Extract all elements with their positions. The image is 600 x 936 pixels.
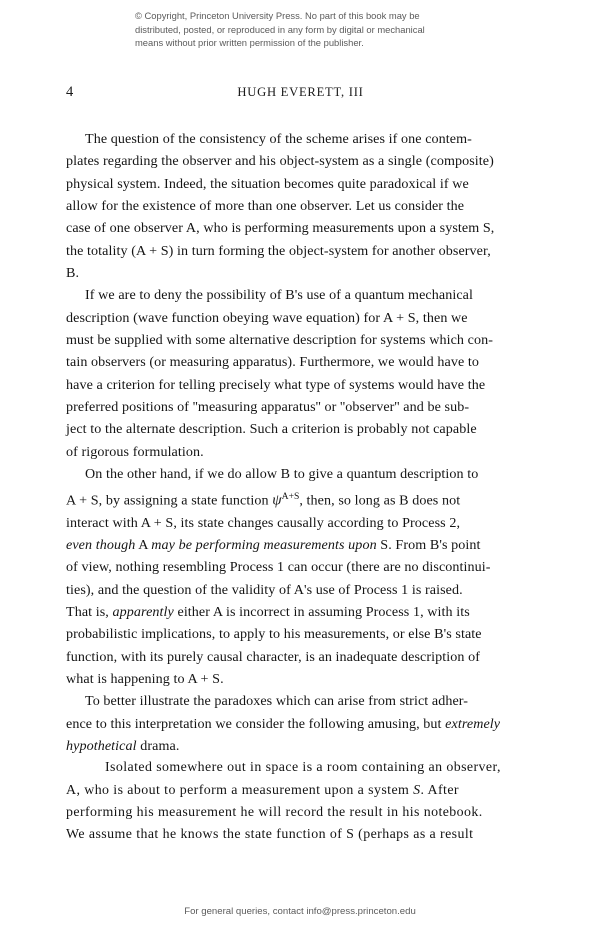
text-line: have a criterion for telling precisely what type of systems would have the [66, 376, 486, 393]
text-line: even though A may be performing measurements upon S. From B's point [66, 536, 481, 553]
text-line: A, who is about to perform a measurement upon a system S. After [66, 782, 459, 798]
text-line: tain observers (or measuring apparatus). Furthermore, we would have to [66, 354, 480, 371]
text-line: hypothetical drama. [66, 737, 180, 754]
para-consistency [66, 128, 536, 284]
para-better-illustrate [66, 690, 536, 757]
text-line: That is, apparently either A is incorrect in assuming Process 1, with its [66, 603, 470, 620]
text-line: B. [66, 265, 80, 282]
text-line: probabilistic implications, to apply to his measurements, or else B's state [66, 626, 482, 643]
text-line: function, with its purely causal character, is an inadequate description of [66, 648, 481, 665]
text-line: ties), and the question of the validity of A's use of Process 1 is raised. [66, 581, 463, 598]
page-number: 4 [66, 84, 74, 100]
text-line: the totality (A + S) in turn forming the object-system for another observer, [66, 242, 491, 259]
text-line: A + S, by assigning a state function $\psi^{A+S}$, then, so long as B does not [66, 490, 461, 509]
text-line: ject to the alternate description. Such a criterion is probably not capable [66, 421, 477, 438]
text-line: plates regarding the observer and his object-system as a single (composite) [66, 153, 494, 170]
text-line: The question of the consistency of the scheme arises if one contem- [85, 131, 472, 147]
para-other-hand [66, 463, 536, 690]
copyright-line: distributed, posted, or reproduced in any form by digital or mechanical [135, 23, 425, 35]
copyright-line: © Copyright, Princeton University Press. No part of this book may be [135, 10, 420, 21]
copyright-line: means without prior written permission of the publisher. [135, 37, 364, 49]
text-line: must be supplied with some alternative description for systems which con- [66, 332, 493, 349]
text-line: We assume that he knows the state function of S (perhaps as a result [66, 827, 474, 843]
text-line: allow for the existence of more than one observer. Let us consider the [66, 198, 465, 215]
text-line: To better illustrate the paradoxes which can arise from strict adher- [85, 693, 469, 710]
text-line: what is happening to A + S. [66, 670, 224, 687]
text-line: Isolated somewhere out in space is a room containing an observer, [105, 760, 501, 776]
para-deny-possibility [66, 284, 536, 463]
text-line: preferred positions of ''measuring apparatus'' or ''observer'' and be sub- [66, 399, 470, 416]
text-line: interact with A + S, its state changes causally according to Process 2, [66, 514, 461, 531]
text-line: case of one observer A, who is performing measurements upon a system S, [66, 220, 495, 237]
running-title: HUGH EVERETT, III [237, 85, 364, 99]
text-line: of view, nothing resembling Process 1 can occur (there are no discontinui- [66, 559, 491, 576]
text-line: ence to this interpretation we consider the following amusing, but extremely [66, 715, 501, 732]
footer-queries-note: For general queries, contact info@press.princeton.edu [184, 906, 416, 917]
copyright-notice [135, 9, 471, 50]
text-line: On the other hand, if we do allow B to give a quantum description to [85, 466, 479, 483]
body-text-column [66, 128, 536, 847]
para-isolated-room [66, 757, 536, 846]
text-line: performing his measurement he will record the result in his notebook. [66, 805, 483, 820]
text-line: physical system. Indeed, the situation becomes quite paradoxical if we [66, 175, 469, 192]
text-line: of rigorous formulation. [66, 443, 204, 460]
text-line: If we are to deny the possibility of B's use of a quantum mechanical [85, 287, 474, 304]
text-line: description (wave function obeying wave equation) for A + S, then we [66, 309, 468, 326]
running-head [66, 84, 535, 100]
